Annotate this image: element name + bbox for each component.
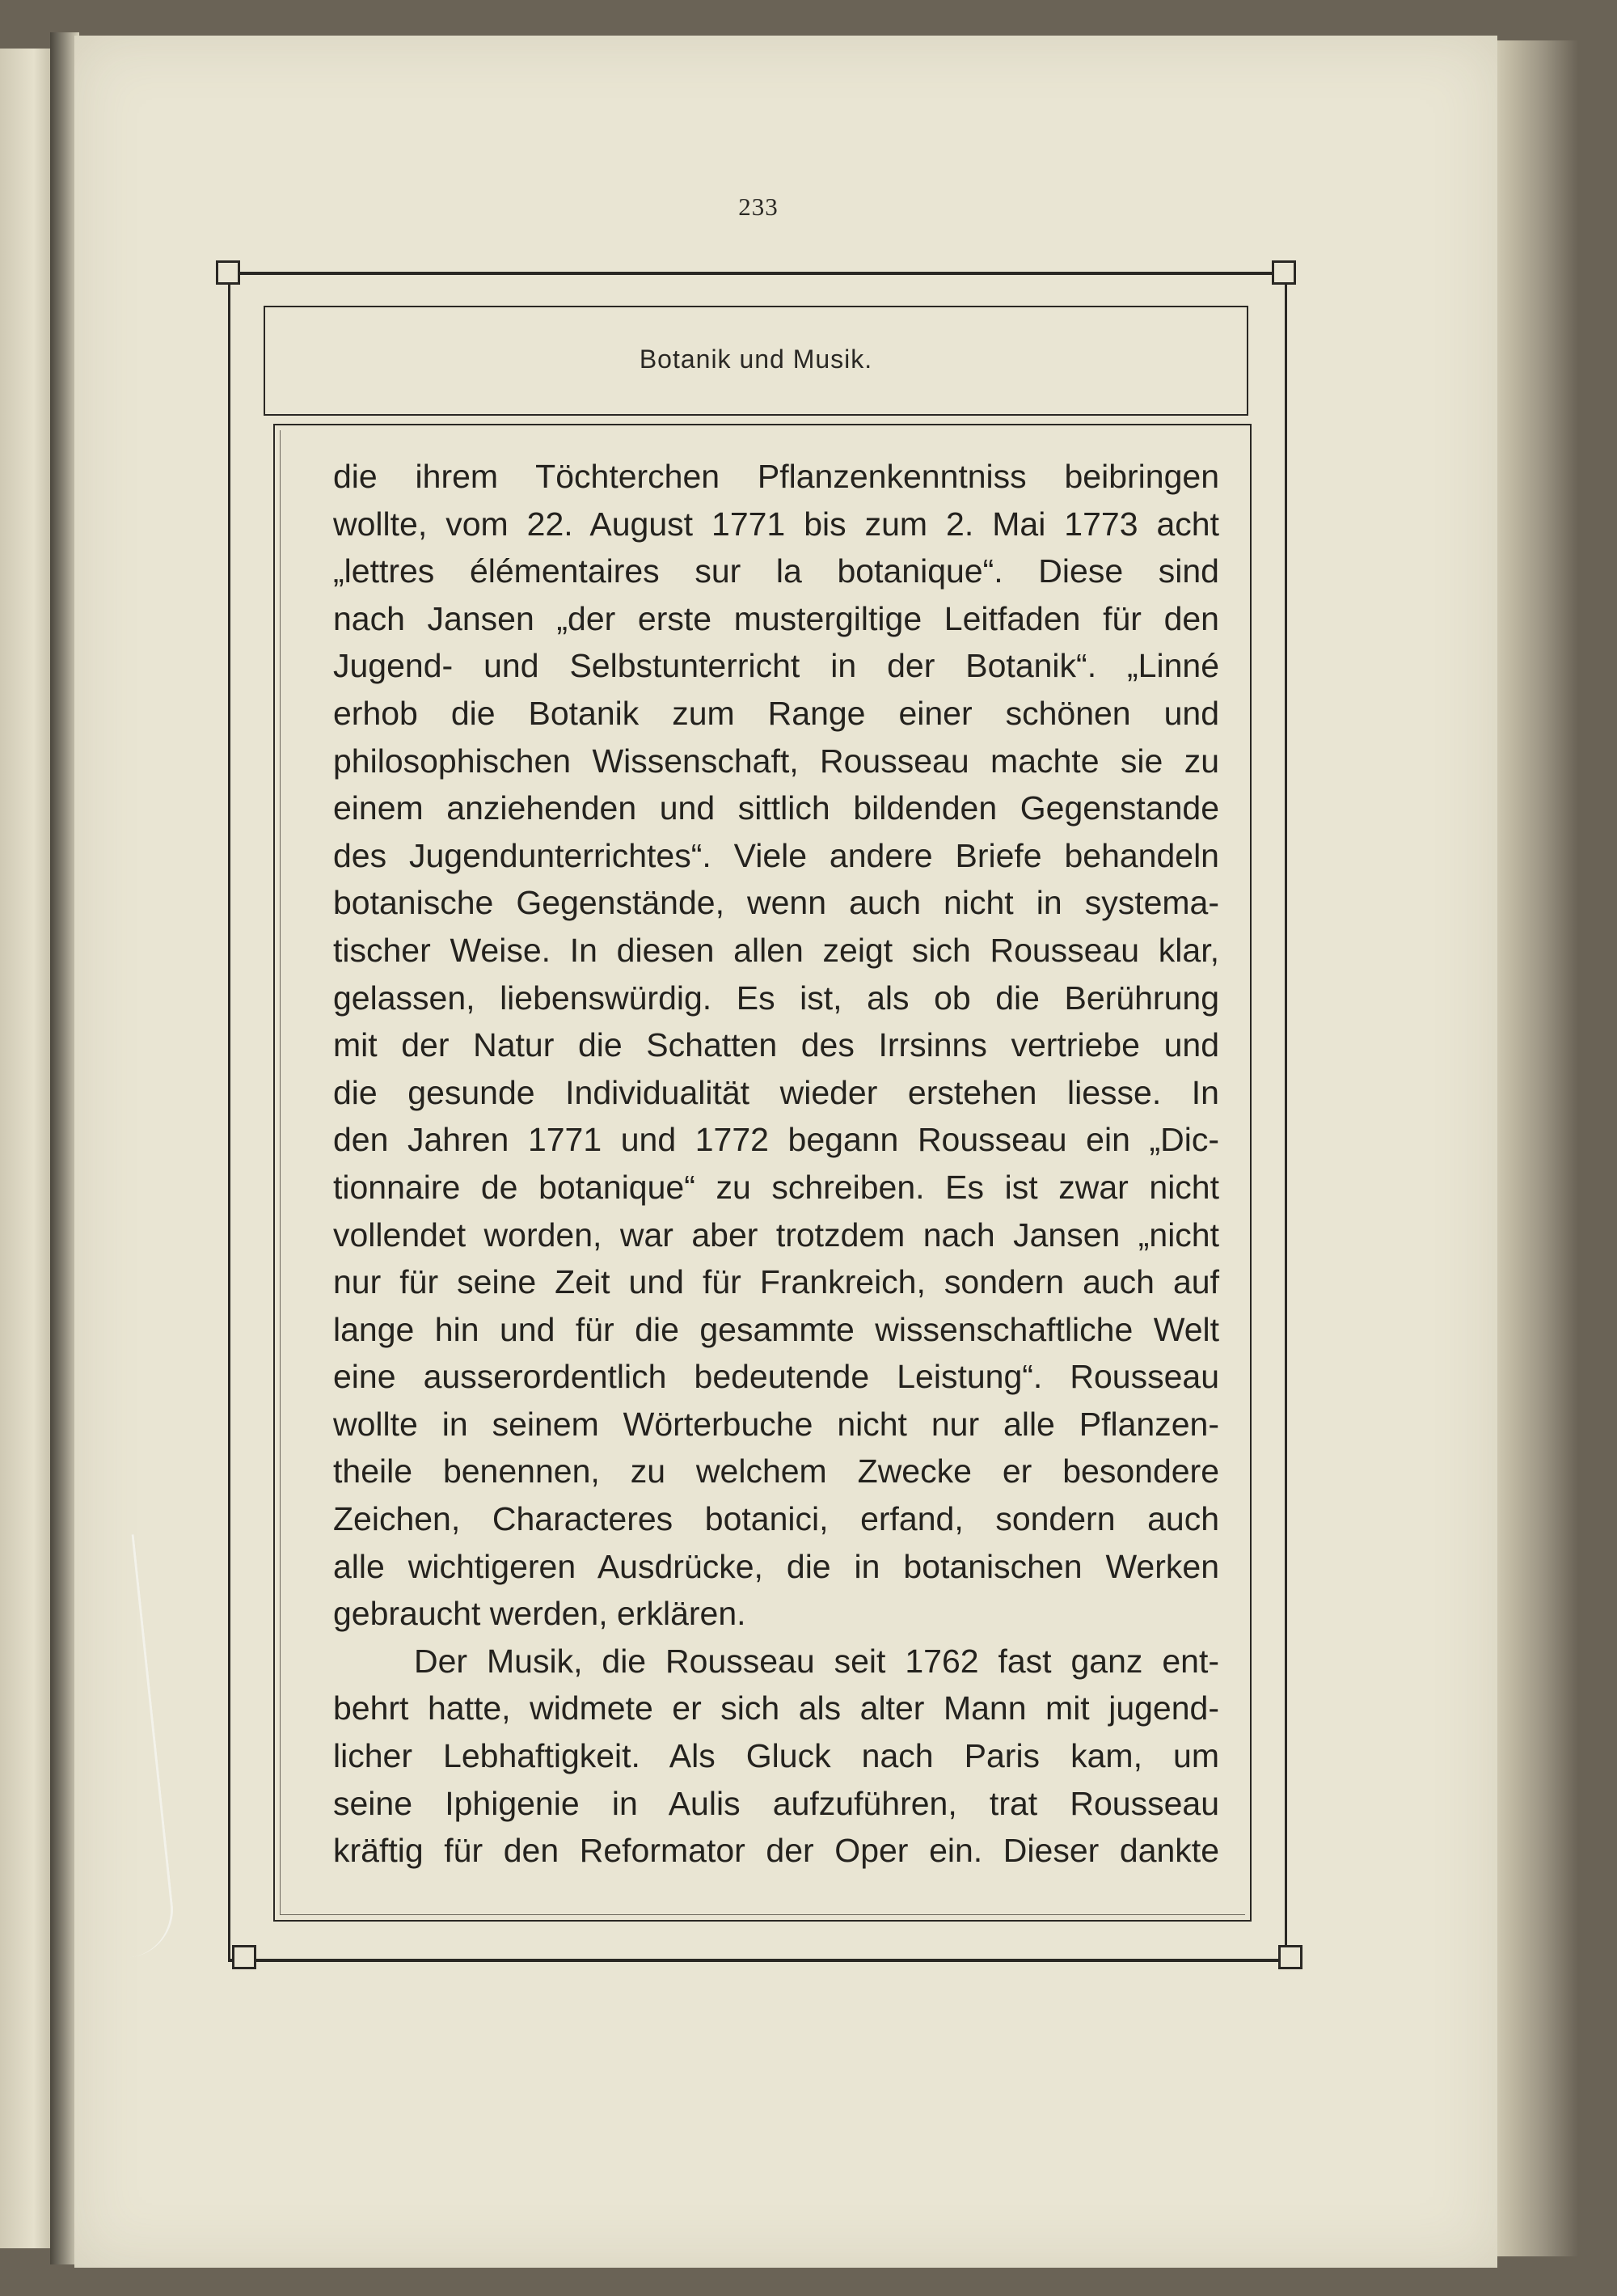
text-line: tischer Weise. In diesen allen zeigt sich Rousseau klar, [333, 931, 1219, 969]
text-line: die ihrem Töchterchen Pflanzenkenntniss beibringen [333, 458, 1219, 495]
text-line: des Jugendunterrichtes“. Viele andere Briefe behandeln [333, 836, 1219, 874]
text-line: eine ausserordentlich bedeutende Leistung“. Rousseau [333, 1358, 1219, 1396]
text-line: theile benennen, zu welchem Zwecke er besondere [333, 1452, 1219, 1490]
frame-corner-top-right [1272, 260, 1296, 285]
text-line: „lettres élémentaires sur la botanique“. Diese sind [333, 552, 1219, 590]
text-line: alle wichtigeren Ausdrücke, die in botanischen Werken [333, 1547, 1219, 1585]
page-block-edge [1489, 40, 1578, 2256]
text-line: tionnaire de botanique“ zu schreiben. Es ist zwar nicht [333, 1168, 1219, 1206]
facing-page-edge [0, 49, 57, 2248]
text-line: Jugend- und Selbstunterricht in der Botanik“. „Linné [333, 647, 1219, 685]
text-line: nur für seine Zeit und für Frankreich, sondern auch auf [333, 1263, 1219, 1301]
text-line: botanische Gegenstände, wenn auch nicht in systema- [333, 884, 1219, 922]
text-line: nach Jansen „der erste mustergiltige Leitfaden für den [333, 599, 1219, 637]
text-line: wollte in seinem Wörterbuche nicht nur alle Pflanzen- [333, 1405, 1219, 1443]
text-line: einem anziehenden und sittlich bildenden Gegenstande [333, 789, 1219, 827]
text-line: die gesunde Individualität wieder erstehen liesse. In [333, 1073, 1219, 1111]
running-head: Botanik und Musik. [639, 345, 873, 374]
text-line: wollte, vom 22. August 1771 bis zum 2. Mai 1773 acht [333, 505, 1219, 543]
text-line: kräftig für den Reformator der Oper ein. Dieser dankte [333, 1832, 1219, 1870]
text-line: den Jahren 1771 und 1772 begann Rousseau ein „Dic- [333, 1121, 1219, 1159]
text-line: seine Iphigenie in Aulis aufzuführen, trat Rousseau [333, 1784, 1219, 1822]
text-line: gelassen, liebenswürdig. Es ist, als ob die Berührung [333, 979, 1219, 1017]
text-line: licher Lebhaftigkeit. Als Gluck nach Paris kam, um [333, 1737, 1219, 1775]
text-line-paragraph-end: gebraucht werden, erklären. [333, 1595, 746, 1633]
text-line: lange hin und für die gesammte wissenschaftliche Welt [333, 1310, 1219, 1348]
text-line: vollendet worden, war aber trotzdem nach Jansen „nicht [333, 1216, 1219, 1254]
text-line: mit der Natur die Schatten des Irrsinns vertriebe und [333, 1026, 1219, 1064]
text-line: behrt hatte, widmete er sich als alter Mann mit jugend- [333, 1689, 1219, 1727]
text-line: Zeichen, Characteres botanici, erfand, sondern auch [333, 1500, 1219, 1538]
frame-corner-bottom-left [232, 1945, 256, 1969]
body-text [333, 453, 1219, 1875]
text-line-paragraph-start: Der Musik, die Rousseau seit 1762 fast ganz ent- [414, 1642, 1219, 1680]
page-number: 233 [738, 192, 779, 221]
text-line: erhob die Botanik zum Range einer schönen und [333, 694, 1219, 732]
frame-corner-bottom-right [1278, 1945, 1302, 1969]
frame-corner-top-left [216, 260, 240, 285]
text-line: philosophischen Wissenschaft, Rousseau machte sie zu [333, 742, 1219, 780]
